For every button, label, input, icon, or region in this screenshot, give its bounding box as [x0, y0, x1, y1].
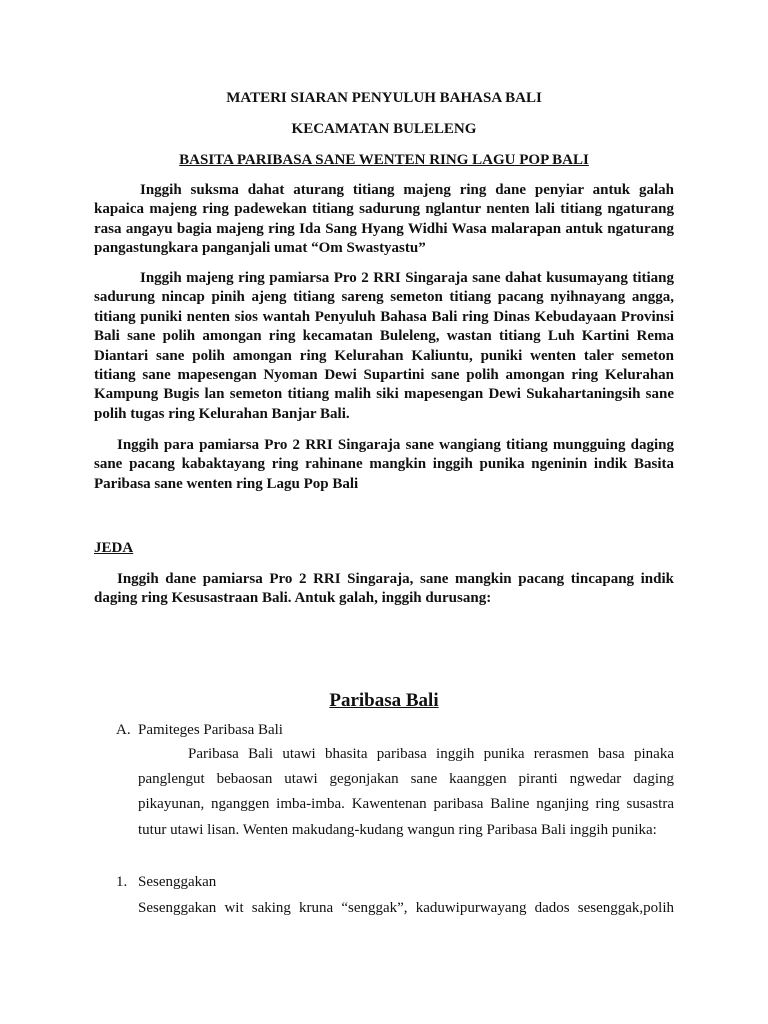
intro-paragraph: Inggih suksma dahat aturang titiang majeng ring dane penyiar antuk galah kapaica majeng ring padewekan titiang sadurung nglantur nenten lali titiang ngaturang rasa angayu bagia majeng ring Ida Sang Hyang Widhi Wasa malarapan antuk ngaturang pangastungkara panganjali umat “Om Swastyastu” — [94, 182, 674, 257]
section-title: Paribasa Bali — [329, 690, 439, 711]
jeda-label: JEDA — [94, 540, 134, 556]
sesenggakan-description-line: Sesenggakan wit saking kruna “senggak”, kaduwipurwayang dados sesenggak,polih — [138, 900, 674, 916]
definition-paragraph: Paribasa Bali utawi bhasita paribasa inggih punika rerasmen basa pinaka panglengut bebaosan utawi gegonjakan sane kaanggen piranti ngwedar daging pikayunan, nganggen imba-imba. Kawentenan paribasa Baline nganjing ring susastra tutur utawi lisan. Wenten makudang-kudang wangun ring Paribasa Bali inggih punika: — [138, 746, 674, 838]
jeda-paragraph: Inggih dane pamiarsa Pro 2 RRI Singaraja, sane mangkin pacang tincapang indik daging ring Kesusastraan Bali. Antuk galah, inggih durusang: — [94, 571, 674, 607]
document-title: MATERI SIARAN PENYULUH BAHASA BALI — [226, 90, 542, 106]
document-subtitle-location: KECAMATAN BULELENG — [291, 121, 477, 137]
list-marker-a: A. — [116, 722, 131, 738]
topic-paragraph: Inggih para pamiarsa Pro 2 RRI Singaraja sane wangiang titiang mungguing daging sane pacang kabaktayang ring rahinane mangkin inggih punika ngeninin indik Basita Paribasa sane wenten ring Lagu Pop Bali — [94, 437, 674, 492]
list-marker-1: 1. — [116, 874, 128, 890]
list-item-1-label: Sesenggakan — [138, 874, 217, 890]
document-topic-heading: BASITA PARIBASA SANE WENTEN RING LAGU POP BALI — [179, 152, 589, 168]
list-item-a-label: Pamiteges Paribasa Bali — [138, 722, 283, 738]
introduction-paragraph: Inggih majeng ring pamiarsa Pro 2 RRI Singaraja sane dahat kusumayang titiang sadurung nincap pinih ajeng titiang sareng semeton titiang pacang nyihnayang angga, titiang puniki nenten sios wantah Penyuluh Bahasa Bali ring Dinas Kebudayaan Provinsi Bali sane polih amongan ring kecamatan Buleleng, wastan titiang Luh Kartini Rema Diantari sane polih amongan ring Kelurahan Kaliuntu, puniki wenten taler semeton titiang sane mapesengan Nyoman Dewi Supartini sane polih amongan ring Kelurahan Kampung Bugis lan semeton titiang malih siki mapesengan Dewi Sukahartaningsih sane polih tugas ring Kelurahan Banjar Bali. — [94, 270, 674, 422]
